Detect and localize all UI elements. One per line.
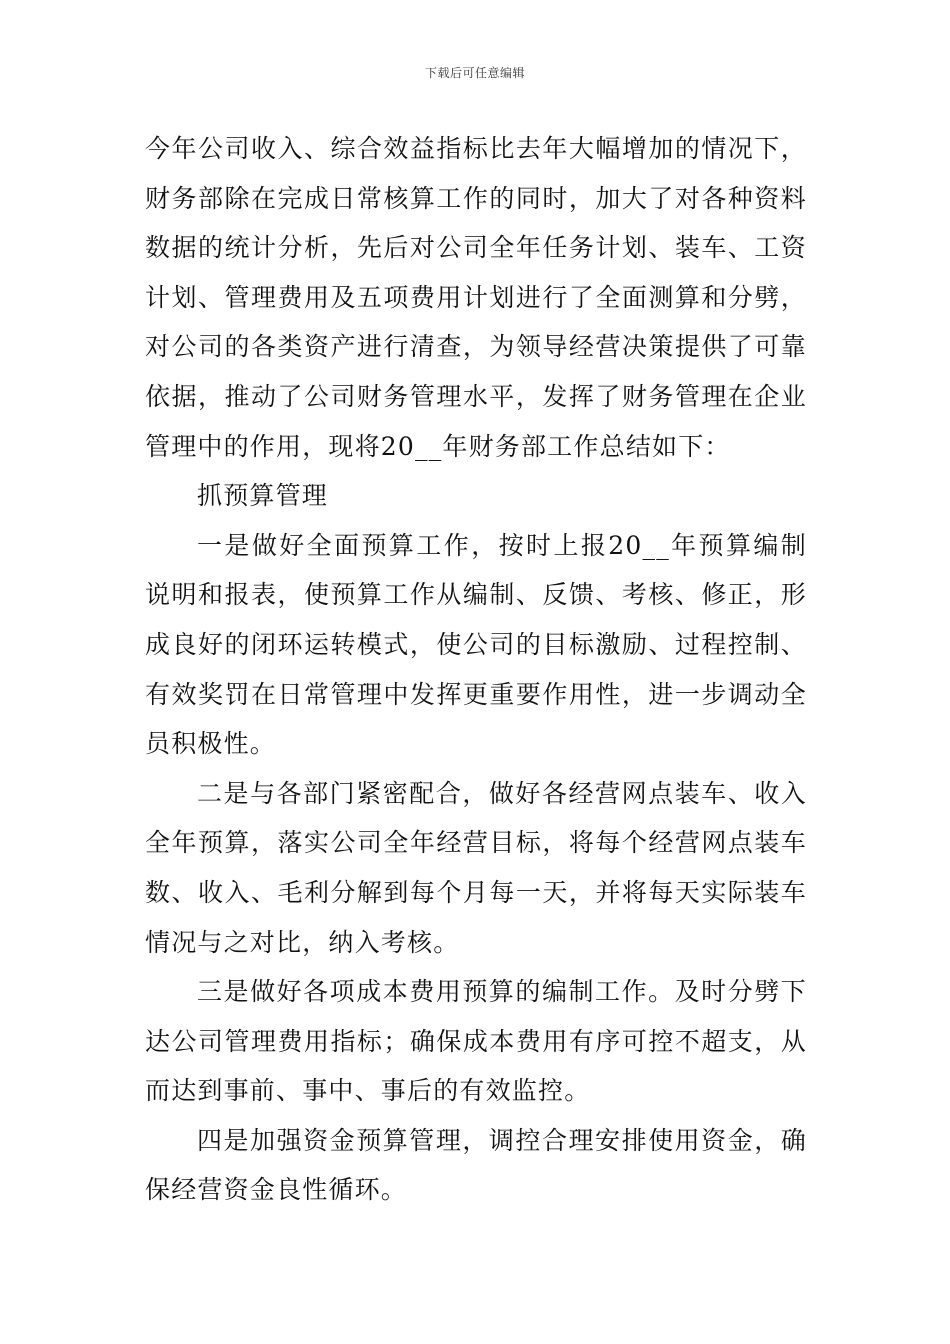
paragraph-item-4: 四是加强资金预算管理，调控合理安排使用资金，确保经营资金良性循环。 bbox=[145, 1125, 807, 1205]
document-body bbox=[145, 124, 807, 1215]
page-header: 下载后可任意编辑 bbox=[424, 66, 525, 80]
paragraph-item-1: 一是做好全面预算工作，按时上报20__年预算编制说明和报表，使预算工作从编制、反馈、考核、修正，形成良好的闭环运转模式，使公司的目标激励、过程控制、有效奖罚在日常管理中发挥更重要作用性，进一步调动全员积极性。 bbox=[145, 530, 807, 759]
paragraph-item-3: 三是做好各项成本费用预算的编制工作。及时分劈下达公司管理费用指标；确保成本费用有序可控不超支，从而达到事前、事中、事后的有效监控。 bbox=[145, 977, 807, 1106]
section-heading: 抓预算管理 bbox=[197, 481, 329, 511]
paragraph-item-2: 二是与各部门紧密配合，做好各经营网点装车、收入全年预算，落实公司全年经营目标，将每个经营网点装车数、收入、毛利分解到每个月每一天，并将每天实际装车情况与之对比，纳入考核。 bbox=[145, 778, 807, 957]
intro-paragraph: 今年公司收入、综合效益指标比去年大幅增加的情况下，财务部除在完成日常核算工作的同时，加大了对各种资料数据的统计分析，先后对公司全年任务计划、装车、工资计划、管理费用及五项费用计划进行了全面测算和分劈，对公司的各类资产进行清查，为领导经营决策提供了可靠依据，推动了公司财务管理水平，发挥了财务管理在企业管理中的作用，现将20__年财务部工作总结如下： bbox=[145, 134, 807, 461]
